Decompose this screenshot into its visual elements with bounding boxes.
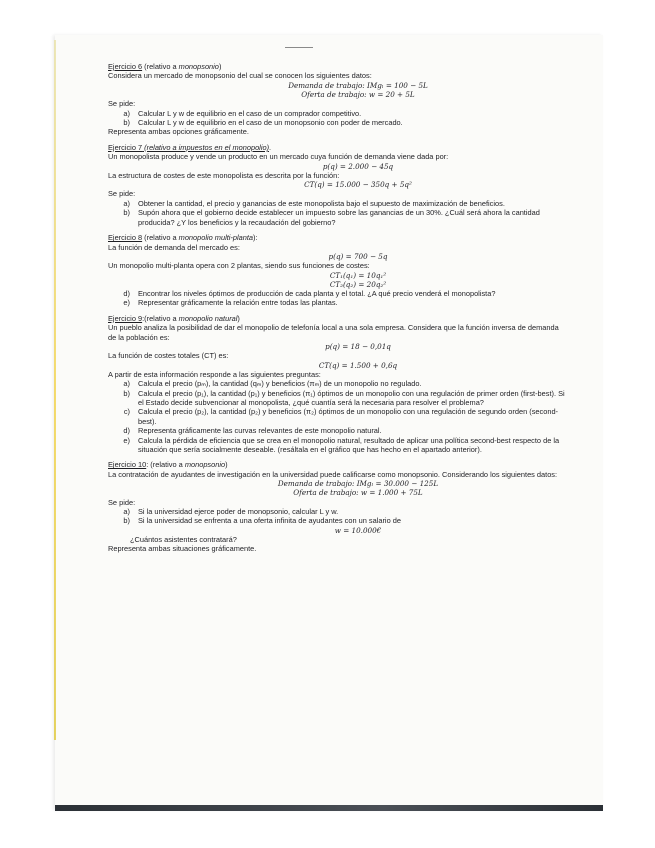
exercise-title-close: ) bbox=[225, 460, 228, 470]
question-text: Si la universidad se enfrenta a una oferta infinita de ayudantes con un salario de bbox=[138, 516, 401, 526]
document-body bbox=[108, 62, 568, 560]
exercise-number: Ejercicio 6 bbox=[108, 62, 143, 71]
exercise-topic: monopsonio bbox=[178, 62, 219, 71]
question-list bbox=[108, 507, 568, 526]
formula: CT(q) = 15.000 − 350q + 5q² bbox=[304, 180, 412, 190]
question-label: d) bbox=[123, 288, 130, 298]
exercise-title-close: . bbox=[269, 142, 272, 152]
exercise-intro: Un pueblo analiza la posibilidad de dar el monopolio de telefonía local a una sola empresa. Considera que la función inversa de demanda de la población es: bbox=[108, 323, 559, 342]
formula: CT(q) = 1.500 + 0,6q bbox=[318, 360, 398, 370]
question-label: e) bbox=[123, 435, 130, 445]
exercise-title-rest: :(relativo a bbox=[142, 313, 179, 323]
question-item bbox=[108, 298, 568, 307]
exercise-topic: monopsonio bbox=[184, 460, 226, 470]
question-text: Calcula la pérdida de eficiencia que se crea en el monopolio natural, resultado de aplicar una política second-best respecto de la situación que sería socialmente deseable. (resáltala en el gráfico que has hecho en el apartado anterior). bbox=[138, 435, 560, 455]
ask-label: Se pide: bbox=[108, 189, 136, 199]
question-item bbox=[108, 118, 568, 127]
exercise-intro: Considera un mercado de monopsonio del cual se conocen los siguientes datos: bbox=[108, 71, 372, 81]
question-item bbox=[108, 379, 568, 388]
exercise-intro: Un monopolista produce y vende un producto en un mercado cuya función de demanda viene dada por: bbox=[108, 152, 449, 162]
formula: p(q) = 2.000 − 45q bbox=[322, 161, 394, 171]
exercise-question: ¿Cuántos asistentes contratará? bbox=[130, 535, 237, 545]
question-item bbox=[108, 426, 568, 435]
exercise-title-close: ) bbox=[218, 62, 222, 71]
ask-label: A partir de esta información responde a las siguientes preguntas: bbox=[108, 369, 321, 379]
question-text: Representa gráficamente las curvas relevantes de este monopolio natural. bbox=[138, 426, 382, 436]
question-text: Obtener la cantidad, el precio y ganancias de este monopolista bajo el supuesto de maximización de beneficios. bbox=[138, 198, 505, 208]
question-list bbox=[108, 289, 568, 308]
formula: Demanda de trabajo: IMgₗ = 100 − 5L bbox=[288, 80, 428, 90]
question-item bbox=[108, 436, 568, 455]
question-item bbox=[108, 289, 568, 298]
exercise-number: Ejercicio 8 bbox=[108, 233, 143, 243]
question-text: Calcular L y w de equilibrio en el caso de un monopsonio con poder de mercado. bbox=[138, 118, 403, 128]
exercise-title-rest: : (relativo a bbox=[146, 460, 185, 470]
question-label: b) bbox=[123, 388, 130, 398]
formula: Oferta de trabajo: w = 20 + 5L bbox=[301, 90, 415, 100]
question-label: c) bbox=[123, 407, 130, 417]
exercise-intro: La contratación de ayudantes de investigación en la universidad puede calificarse como monopsonio. Considerando los siguientes datos: bbox=[108, 469, 558, 479]
question-list bbox=[108, 109, 568, 128]
question-text: Si la universidad ejerce poder de monopsonio, calcular L y w. bbox=[138, 507, 339, 517]
question-item bbox=[108, 516, 568, 525]
exercise-title bbox=[108, 233, 568, 242]
question-text: Calcula el precio (p₁), la cantidad (p₁) y beneficios (π₁) óptimos de un monopolio con una regulación de primer orden (first-best). Si el Estado decide subvencionar al monopolista, ¿qué cuantía será la necesaria para resolver el problema? bbox=[138, 388, 565, 407]
exercise-number: Ejercicio 7 bbox=[108, 142, 143, 152]
top-mark bbox=[285, 47, 313, 48]
formula: CT₁(q₁) = 10q₁² bbox=[329, 270, 387, 280]
exercise-plants: Un monopolio multi-planta opera con 2 plantas, siendo sus funciones de costes: bbox=[108, 261, 370, 271]
exercise-title bbox=[108, 143, 568, 152]
formula: w = 10.000€ bbox=[334, 525, 382, 535]
question-text: Representar gráficamente la relación entre todas las plantas. bbox=[138, 298, 338, 308]
question-item bbox=[108, 199, 568, 208]
paper-edge bbox=[54, 40, 56, 740]
ask-label: Se pide: bbox=[108, 99, 136, 109]
desk-edge bbox=[55, 805, 603, 811]
question-item bbox=[108, 208, 568, 227]
exercise-title-rest: (relativo a bbox=[142, 233, 179, 243]
exercise-topic: monopolio natural bbox=[178, 313, 238, 323]
question-label: a) bbox=[123, 108, 130, 118]
question-label: b) bbox=[123, 208, 130, 218]
formula: CT₂(q₂) = 20q₂² bbox=[329, 279, 387, 289]
question-text: Calcula el precio (pₘ), la cantidad (qₘ) y beneficios (πₘ) de un monopolio no regulado. bbox=[138, 379, 422, 389]
exercise-title-close: ) bbox=[237, 313, 240, 323]
exercise-outro: Representa ambas opciones gráficamente. bbox=[108, 127, 249, 137]
exercise-9 bbox=[108, 314, 568, 455]
question-label: a) bbox=[123, 507, 130, 517]
exercise-title-rest: (relativo a bbox=[142, 62, 179, 71]
exercise-7 bbox=[108, 143, 568, 227]
question-label: b) bbox=[123, 516, 130, 526]
exercise-intro: La función de demanda del mercado es: bbox=[108, 242, 240, 252]
formula: p(q) = 18 − 0,01q bbox=[325, 341, 391, 351]
question-item bbox=[108, 109, 568, 118]
question-label: a) bbox=[123, 379, 130, 389]
exercise-8 bbox=[108, 233, 568, 308]
ask-label: Se pide: bbox=[108, 497, 136, 507]
question-list bbox=[108, 379, 568, 454]
exercise-outro: Representa ambas situaciones gráficamente. bbox=[108, 544, 257, 554]
exercise-costs: La función de costes totales (CT) es: bbox=[108, 351, 229, 361]
question-label: d) bbox=[123, 426, 130, 436]
exercise-topic: monopolio multi-planta bbox=[178, 233, 254, 243]
exercise-topic: (relativo a impuestos en el monopolio) bbox=[142, 142, 270, 152]
question-item bbox=[108, 407, 568, 426]
question-text: Encontrar los niveles óptimos de producción de cada planta y el total. ¿A qué precio venderá el monopolista? bbox=[138, 288, 496, 298]
exercise-title-close: ): bbox=[253, 233, 258, 243]
question-item bbox=[108, 507, 568, 516]
question-item bbox=[108, 389, 568, 408]
question-text: Calcula el precio (p₂), la cantidad (p₂) y beneficios (π₂) óptimos de un monopolio con una regulación de segundo orden (second-best). bbox=[138, 407, 559, 426]
question-list bbox=[108, 199, 568, 227]
exercise-6 bbox=[108, 62, 568, 137]
exercise-number: Ejercicio 9 bbox=[108, 313, 143, 323]
question-label: e) bbox=[123, 298, 130, 308]
exercise-costs: La estructura de costes de este monopolista es descrita por la función: bbox=[108, 170, 340, 180]
formula: Demanda de trabajo: IMgₗ = 30.000 − 125L bbox=[277, 479, 439, 489]
formula: Oferta de trabajo: w = 1.000 + 75L bbox=[293, 488, 423, 498]
formula: p(q) = 700 − 5q bbox=[328, 251, 388, 261]
exercise-number: Ejercicio 10 bbox=[108, 460, 147, 470]
exercise-title bbox=[108, 314, 568, 323]
question-label: b) bbox=[123, 118, 130, 128]
question-label: a) bbox=[123, 198, 130, 208]
exercise-title bbox=[108, 460, 568, 469]
question-text: Calcular L y w de equilibrio en el caso de un comprador competitivo. bbox=[138, 108, 362, 118]
exercise-10 bbox=[108, 460, 568, 553]
question-text: Supón ahora que el gobierno decide establecer un impuesto sobre las ganancias de un 30%. ¿Cuál será ahora la cantidad producida? ¿Y los beneficios y la recaudación del gobierno? bbox=[138, 208, 540, 227]
exercise-title bbox=[108, 62, 568, 71]
